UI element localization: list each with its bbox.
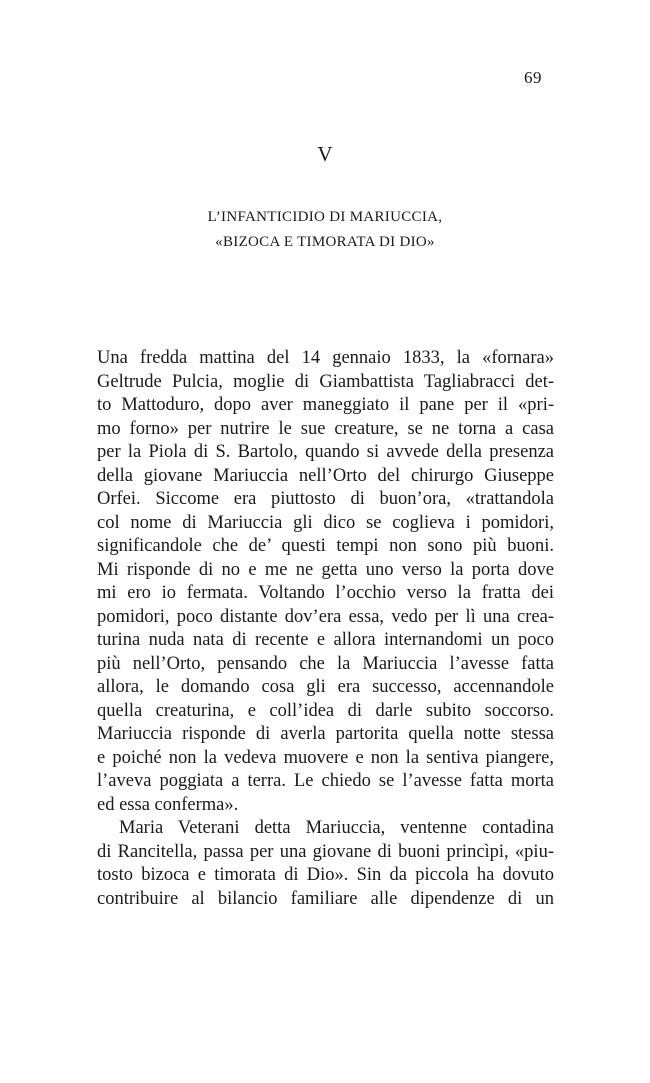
body-line: Una fredda mattina del 14 gennaio 1833, la «fornara»: [97, 348, 554, 368]
body-line: Mi risponde di no e me ne getta uno verso la porta dove: [97, 559, 554, 580]
body-line: col nome di Mariuccia gli dico se coglieva i pomidori,: [97, 512, 554, 533]
body-line: ed essa conferma».: [97, 794, 239, 815]
chapter-title-line: L’INFANTICIDIO DI MARIUCCIA,: [207, 209, 443, 225]
body-line: e poiché non la vedeva muovere e non la sentiva piangere,: [97, 747, 554, 768]
body-line: Maria Veterani detta Mariuccia, ventenne contadina: [119, 818, 554, 838]
body-text: [97, 347, 554, 911]
chapter-title-line: «BIZOCA E TIMORATA DI DIO»: [215, 234, 435, 250]
body-line: pomidori, poco distante dov’era essa, vedo per lì una crea-: [97, 606, 554, 627]
chapter-title: [0, 205, 650, 255]
body-line: mi ero io fermata. Voltando l’occhio verso la fratta dei: [97, 583, 554, 603]
body-line: mo forno» per nutrire le sue creature, se ne torna a casa: [97, 418, 554, 439]
body-line: significandole che de’ questi tempi non sono più buoni.: [97, 536, 554, 556]
body-line: to Mattoduro, dopo aver maneggiato il pane per il «pri-: [97, 395, 554, 415]
body-line: per la Piola di S. Bartolo, quando si avvede della presenza: [97, 442, 554, 462]
body-line: turina nuda nata di recente e allora internandomi un poco: [97, 630, 554, 650]
body-line: tosto bizoca e timorata di Dio». Sin da piccola ha dovuto: [97, 865, 554, 885]
body-line: allora, le domando cosa gli era successo, accennandole: [97, 677, 554, 697]
body-line: Mariuccia risponde di averla partorita quella notte stessa: [97, 724, 554, 744]
body-line: Geltrude Pulcia, moglie di Giambattista Tagliabracci det-: [97, 371, 554, 392]
body-line: Orfei. Siccome era piuttosto di buon’ora, «trattandola: [97, 489, 554, 509]
body-line: quella creaturina, e coll’idea di darle subito soccorso.: [97, 700, 554, 721]
body-line: l’aveva poggiata a terra. Le chiedo se l’avesse fatta morta: [97, 771, 554, 791]
page-number: 69: [524, 68, 542, 87]
body-line: di Rancitella, passa per una giovane di buoni princìpi, «piu-: [97, 841, 554, 862]
body-line: contribuire al bilancio familiare alle dipendenze di un: [97, 888, 554, 909]
body-line: più nell’Orto, pensando che la Mariuccia l’avesse fatta: [97, 653, 554, 674]
body-line: della giovane Mariuccia nell’Orto del chirurgo Giuseppe: [97, 465, 554, 486]
chapter-number: V: [317, 142, 333, 166]
